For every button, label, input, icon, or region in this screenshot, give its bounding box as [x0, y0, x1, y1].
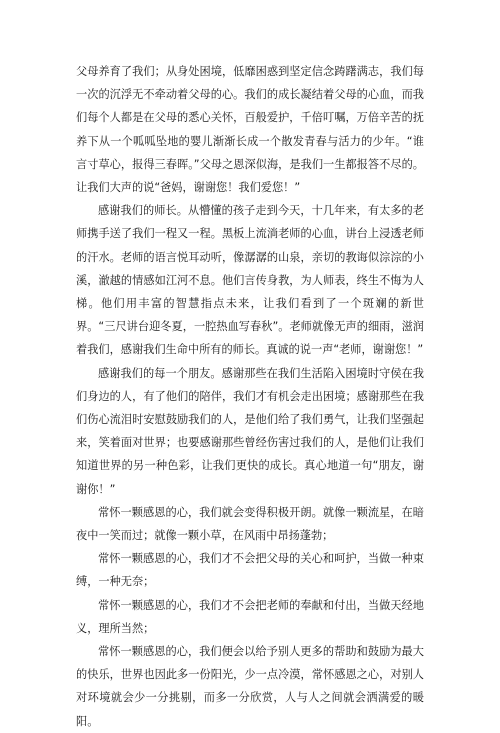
paragraph-teachers: 感谢我们的师长。从懵懂的孩子走到今天，十几年来，有太多的老师携手送了我们一程又一程。黑板上流淌老师的心血，讲台上浸透老师的汗水。老师的语言悦耳动听，像潺潺的山泉，亲切的教诲似淙淙的小溪，澈越的情感如江河不息。他们言传身教，为人师表，终生不悔为人梯。他们用丰富的智慧指点未来，让我们看到了一个斑斓的新世界。“三尺讲台迎冬夏，一腔热血写春秋”。老师就像无声的细雨，滋润着我们，感谢我们生命中所有的师长。真诚的说一声“老师，谢谢您！”	[76, 204, 424, 357]
paragraph-gratitude-optimism: 常怀一颗感恩的心，我们就会变得积极开朗。就像一颗流星，在暗夜中一笑而过；就像一颗小草，在风雨中昂扬蓬勃；	[76, 505, 424, 543]
paragraph-parents: 父母养育了我们；从身处困境，低靡困惑到坚定信念踌躇满志，我们每一次的沉浮无不牵动着父母的心。我们的成长凝结着父母的心血，而我们每个人都是在父母的悉心关怀，百般爱护，千倍叮嘱，万倍辛苦的抚养下从一个呱呱坠地的婴儿渐渐长成一个散发青春与活力的少年。“谁言寸草心，报得三春晖。”父母之恩深似海，是我们一生都报答不尽的。让我们大声的说“爸妈，谢谢您！我们爱您！”	[76, 65, 424, 195]
article-body	[76, 60, 424, 733]
paragraph-gratitude-others: 常怀一颗感恩的心，我们便会以给予别人更多的帮助和鼓励为最大的快乐，世界也因此多一份阳光，少一点冷漠，常怀感恩之心，对别人对环境就会少一分挑剔，而多一分欣赏，人与人之间就会洒满爱的暖阳。	[76, 645, 424, 728]
paragraph-gratitude-parents: 常怀一颗感恩的心，我们才不会把父母的关心和呵护，当做一种束缚，一种无奈；	[76, 552, 424, 589]
paragraph-gratitude-teachers: 常怀一颗感恩的心，我们才不会把老师的奉献和付出，当做天经地义，理所当然；	[76, 598, 424, 635]
paragraph-friends: 感谢我们的每一个朋友。感谢那些在我们生活陷入困境时守侯在我们身边的人，有了他们的陪伴，我们才有机会走出困境；感谢那些在我们伤心流泪时安慰鼓励我们的人，是他们给了我们勇气，让我们坚强起来，笑着面对世界；也要感谢那些曾经伤害过我们的人，是他们让我们知道世界的另一种色彩，让我们更快的成长。真心地道一句“朋友，谢谢你！”	[76, 366, 424, 496]
